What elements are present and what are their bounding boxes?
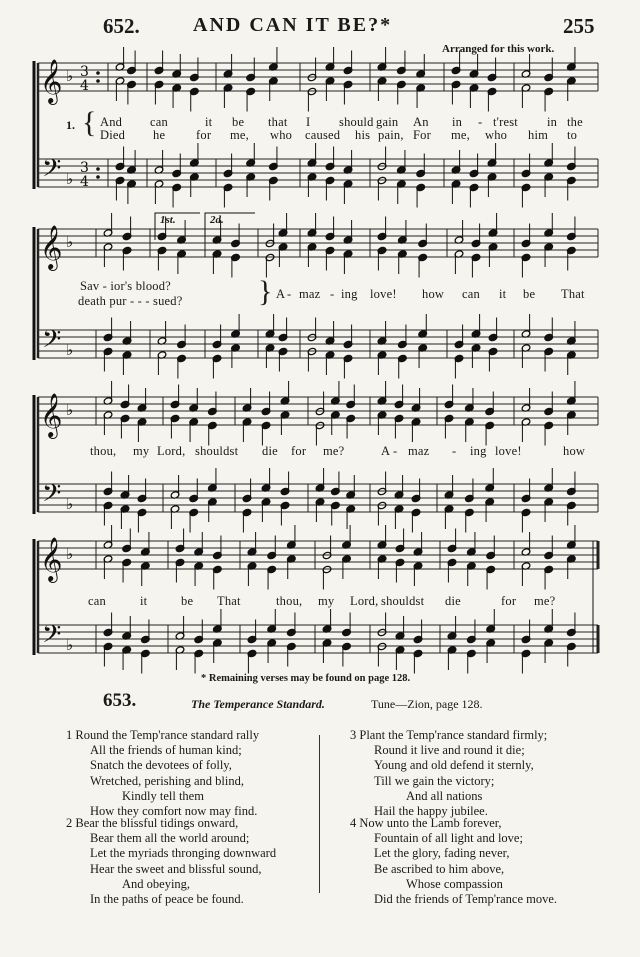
verse-line: 1 Round the Temp'rance standard rally [66, 728, 260, 742]
lyric-word: caused [305, 128, 341, 142]
lyric-word: me? [323, 444, 345, 458]
verse-line: And all nations [406, 788, 483, 803]
lyric-word: my [133, 444, 150, 458]
lyric-word: me, [230, 128, 249, 142]
repeat-dot [96, 175, 100, 179]
lyric-word: can [462, 287, 480, 301]
lyric-word: die [445, 594, 461, 608]
hymn-title-text: AND CAN IT BE? [193, 14, 381, 36]
lyric-line-ending-1: Sav - ior's blood? [80, 279, 171, 293]
verse-4 [350, 816, 557, 907]
verse-line: Fountain of all light and love; [374, 831, 523, 846]
lyric-word: for [501, 594, 517, 608]
lyric-word: me? [534, 594, 556, 608]
lyric-word: die [262, 444, 278, 458]
lyric-word: him [528, 128, 549, 142]
verse-line: And obeying, [122, 876, 191, 891]
lyric-word: - [287, 287, 292, 301]
verse-line: 2 Bear the blissful tidings onward, [66, 816, 239, 830]
verse-3 [350, 728, 547, 819]
lyric-word: that [268, 115, 288, 129]
verse-line: Kindly tell them [122, 788, 204, 803]
lyric-word: should [339, 115, 374, 129]
lyric-word: it [499, 287, 507, 301]
verse-line: Let the glory, fading never, [374, 846, 510, 861]
lyric-word: for [196, 128, 212, 142]
verse-line: All the friends of human kind; [90, 743, 242, 758]
lyric-word: how [563, 444, 586, 458]
key-flat: ♭ [66, 67, 74, 85]
repeat-dot [96, 167, 100, 171]
lyric-word: in [547, 115, 558, 129]
lyric-word: A [381, 444, 391, 458]
lyric-word: in [452, 115, 463, 129]
verse-line: Let the myriads thronging downward [90, 846, 277, 861]
lyric-word: be [523, 287, 536, 301]
lyric-word: maz [299, 287, 321, 301]
lyric-word: For [413, 128, 431, 142]
lyric-word: can [150, 115, 168, 129]
hymn-653-number: 653. [103, 690, 137, 711]
lyric-word: who [270, 128, 293, 142]
lyric-word: it [140, 594, 148, 608]
hymn-653-tune: Tune—Zion, page 128. [371, 697, 483, 711]
lyric-word: - [330, 287, 335, 301]
hymn-653-title: The Temperance Standard. [191, 697, 325, 711]
verse-line: 4 Now unto the Lamb forever, [350, 816, 502, 830]
hymn-number: 652. [103, 14, 140, 38]
verse-line: Be ascribed to him above, [374, 861, 505, 876]
verse-line: Snatch the devotees of folly, [90, 758, 232, 773]
lyric-word: his [355, 128, 371, 142]
lyric-word: A [276, 287, 286, 301]
verse-line: 3 Plant the Temp'rance standard firmly; [350, 728, 548, 742]
verse-1 [66, 728, 259, 819]
lyric-word: - [452, 444, 457, 458]
title-footnote-mark: * [380, 14, 393, 36]
time-signature-bottom: 4 [80, 174, 89, 190]
bass-clef: 𝄢 [42, 479, 62, 514]
lyric-word: the [567, 115, 583, 129]
lyric-line-ending-2: death pur - - - sued? [78, 294, 183, 308]
verse-2 [66, 816, 276, 907]
lyric-word: my [318, 594, 335, 608]
second-ending-label: 2d. [210, 214, 224, 226]
lyric-word: be [232, 115, 245, 129]
lyric-word: shouldst [381, 594, 425, 608]
repeat-dot [96, 71, 100, 75]
time-signature-top: 3 [80, 64, 89, 80]
verse-line: Till we gain the victory; [374, 773, 495, 788]
page-number: 255 [563, 14, 595, 38]
key-flat: ♭ [66, 495, 74, 513]
lyric-word: be [181, 594, 194, 608]
verse-line: Round it live and round it die; [374, 743, 525, 758]
bass-clef: 𝄢 [42, 620, 62, 655]
treble-clef: 𝄞 [40, 537, 63, 581]
column-divider [319, 735, 320, 893]
repeat-dot [96, 79, 100, 83]
lyric-word: love! [495, 444, 522, 458]
time-signature-bottom: 4 [80, 78, 89, 94]
lyric-brace-2: } [258, 275, 273, 308]
lyric-word: That [217, 594, 241, 608]
lyric-word: An [413, 115, 429, 129]
lyric-word: - [478, 115, 483, 129]
verse-line: How they comfort now may find. [90, 804, 258, 819]
lyric-word: Lord, [157, 444, 186, 458]
key-flat: ♭ [66, 401, 74, 419]
lyric-word: maz [408, 444, 430, 458]
lyric-word: thou, [90, 444, 117, 458]
lyric-word: it [205, 115, 213, 129]
lyric-word: can [88, 594, 106, 608]
lyric-word: gain [376, 115, 399, 129]
key-flat: ♭ [66, 545, 74, 563]
lyric-word: love! [370, 287, 397, 301]
lyric-word: shouldst [195, 444, 239, 458]
lyric-word: who [485, 128, 508, 142]
lyric-word: - [393, 444, 398, 458]
first-ending-label: 1st. [160, 214, 176, 226]
lyric-word: to [567, 128, 578, 142]
lyric-word: t'rest [493, 115, 518, 129]
key-flat: ♭ [66, 170, 74, 188]
footnote: * Remaining verses may be found on page 128. [201, 673, 411, 684]
verse-line: Hail the happy jubilee. [374, 804, 488, 819]
treble-clef: 𝄞 [40, 225, 63, 269]
time-signature-top: 3 [80, 160, 89, 176]
lyric-word: ing [341, 287, 358, 301]
lyric-word: me, [451, 128, 470, 142]
verse-line: Hear the sweet and blissful sound, [90, 861, 262, 876]
bass-clef: 𝄢 [42, 325, 62, 360]
lyric-word: That [561, 287, 585, 301]
lyric-word: Lord, [350, 594, 379, 608]
bass-clef: 𝄢 [42, 154, 62, 189]
lyric-word: pain, [378, 128, 404, 142]
key-flat: ♭ [66, 233, 74, 251]
lyric-word: I [306, 115, 311, 129]
verse-line: Whose compassion [406, 876, 503, 891]
verse-line: Bear them all the world around; [90, 831, 250, 846]
lyric-word: he [153, 128, 166, 142]
lyric-word: thou, [276, 594, 303, 608]
arrangement-credit: Arranged for this work. [442, 43, 555, 55]
lyric-word: for [291, 444, 307, 458]
lyric-word: how [422, 287, 445, 301]
key-flat: ♭ [66, 341, 74, 359]
verse-line: Did the friends of Temp'rance move. [374, 892, 558, 907]
treble-clef: 𝄞 [40, 59, 63, 103]
lyric-word: Died [100, 128, 126, 142]
verse-line: Wretched, perishing and blind, [90, 773, 244, 788]
lyric-brace: { [82, 106, 97, 139]
lyric-word: And [100, 115, 123, 129]
treble-clef: 𝄞 [40, 393, 63, 437]
key-flat: ♭ [66, 636, 74, 654]
lyric-word: ing [470, 444, 487, 458]
verse-label: 1. [66, 118, 75, 132]
verse-line: Young and old defend it sternly, [374, 758, 534, 773]
verse-line: In the paths of peace be found. [90, 892, 244, 907]
